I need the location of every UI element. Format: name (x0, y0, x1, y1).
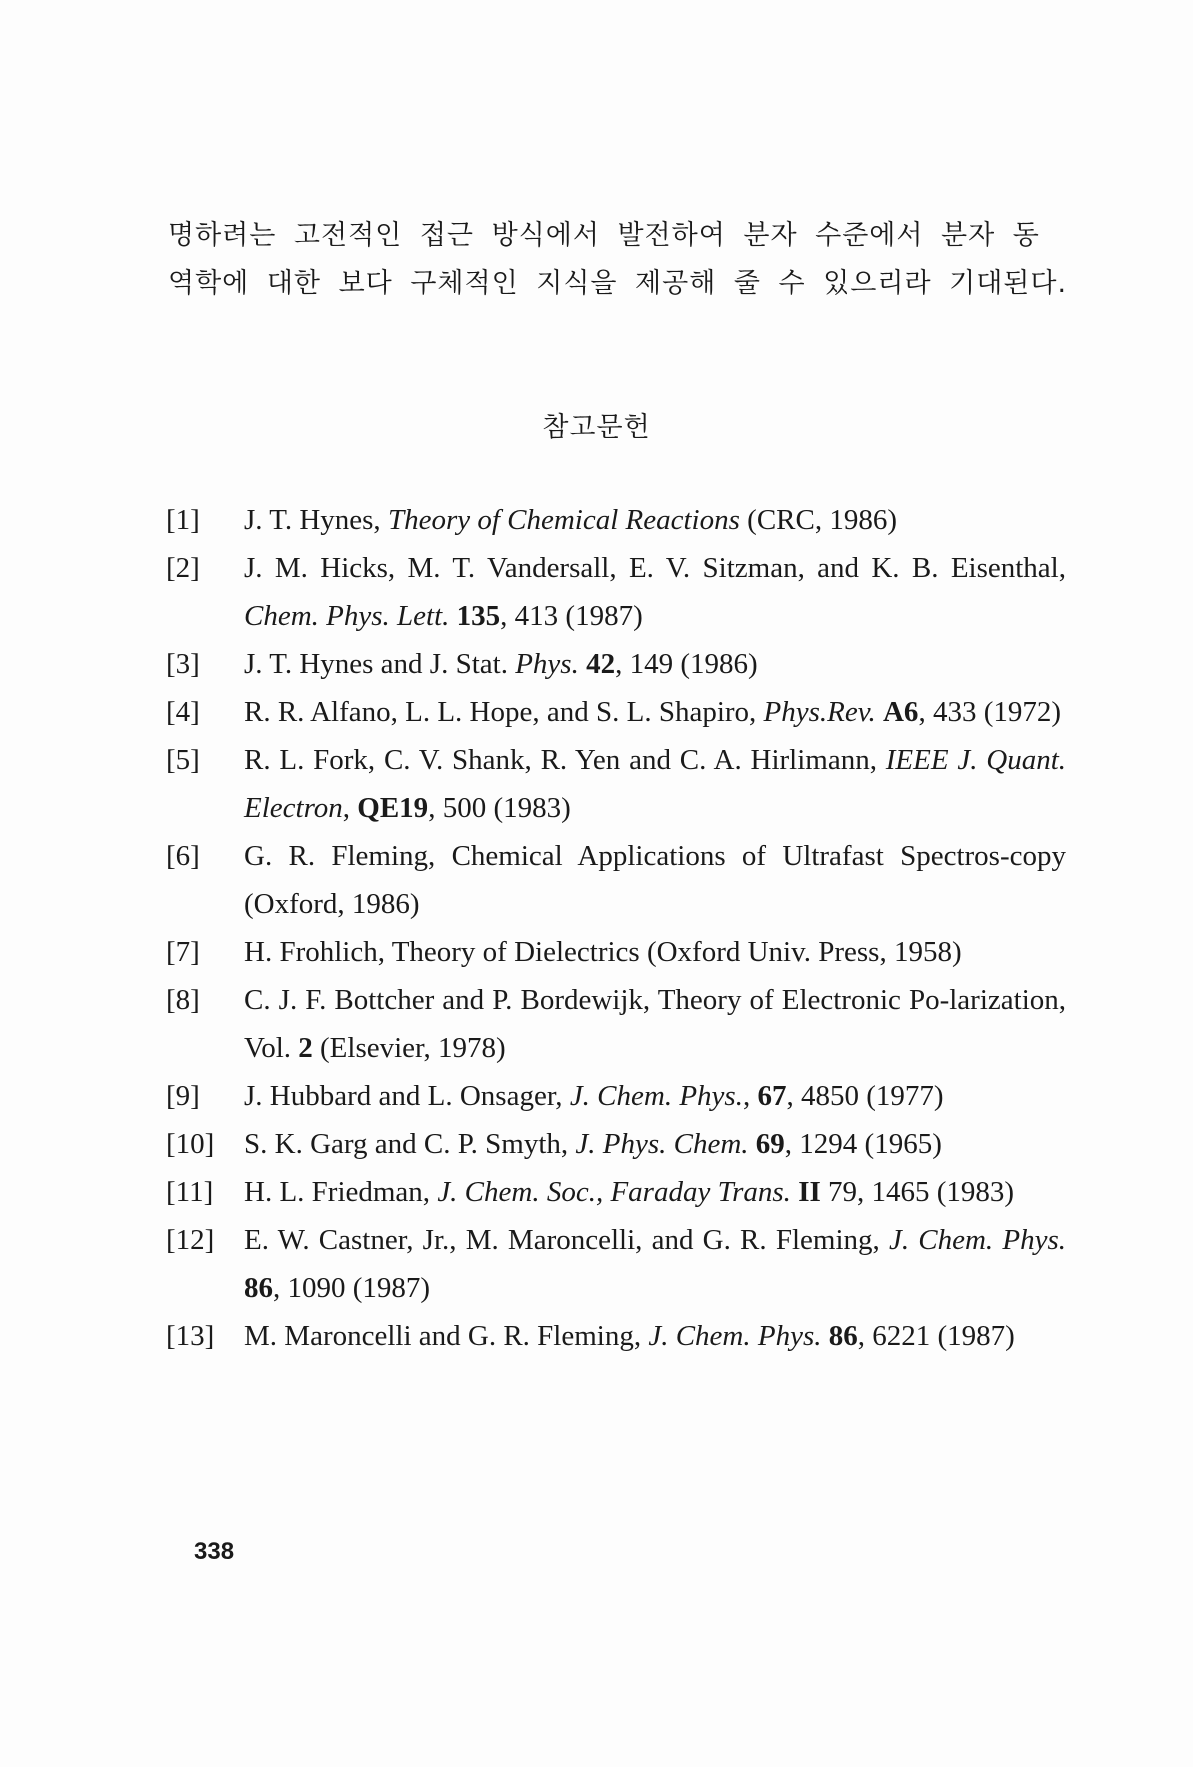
reference-segment: , 413 (1987) (500, 600, 643, 632)
reference-text (244, 640, 1066, 688)
reference-text (244, 928, 1066, 976)
reference-segment: , (742, 1080, 758, 1112)
reference-item (166, 544, 1066, 640)
reference-journal: Phys. (515, 648, 579, 680)
reference-number: [7] (166, 936, 200, 968)
reference-segment (876, 696, 883, 728)
reference-segment: H. L. Friedman, (244, 1176, 438, 1208)
reference-item (166, 928, 1066, 976)
reference-number: [13] (166, 1320, 215, 1352)
reference-item (166, 736, 1066, 832)
reference-number: [4] (166, 696, 200, 728)
reference-item (166, 1312, 1066, 1360)
intro-line-1: 명하려는 고전적인 접근 방식에서 발전하여 분자 수준에서 분자 동 (168, 220, 1040, 251)
reference-journal: Chem. Phys. Lett. (244, 600, 450, 632)
reference-text (244, 1168, 1066, 1216)
reference-segment: C. J. F. Bottcher and P. Bordewijk, Theory of Electronic Po-larization, Vol. (244, 984, 1066, 1064)
reference-segment (579, 648, 586, 680)
reference-volume: 67 (757, 1080, 787, 1112)
reference-segment: (Elsevier, 1978) (312, 1032, 506, 1064)
reference-volume: 86 (828, 1320, 858, 1352)
reference-segment: J. M. Hicks, M. T. Vandersall, E. V. Sitzman, and K. B. Eisenthal, (244, 552, 1066, 584)
reference-item (166, 688, 1066, 736)
reference-item (166, 976, 1066, 1072)
reference-text (244, 1312, 1066, 1360)
page-number: 338 (194, 1538, 235, 1565)
reference-journal: J. Chem. Soc., Faraday Trans. (437, 1176, 791, 1208)
reference-volume: 135 (456, 600, 501, 632)
reference-number: [10] (166, 1128, 215, 1160)
reference-item (166, 832, 1066, 928)
reference-journal: Phys.Rev. (763, 696, 876, 728)
reference-journal: IEEE J. Quant. Electron (244, 744, 1066, 824)
reference-segment: , (342, 792, 358, 824)
reference-number: [12] (166, 1224, 215, 1256)
reference-text (244, 832, 1066, 928)
reference-volume: 2 (298, 1032, 313, 1064)
reference-volume: II (798, 1176, 821, 1208)
reference-segment: J. T. Hynes, (244, 504, 388, 536)
reference-number: [1] (166, 504, 200, 536)
reference-text (244, 1120, 1066, 1168)
reference-segment: , 500 (1983) (428, 792, 571, 824)
reference-text (244, 1072, 1066, 1120)
reference-segment (822, 1320, 829, 1352)
reference-segment: S. K. Garg and C. P. Smyth, (244, 1128, 576, 1160)
reference-item (166, 640, 1066, 688)
reference-segment: G. R. Fleming, Chemical Applications of Ultrafast Spectros-copy (Oxford, 1986) (244, 840, 1066, 920)
reference-segment: (CRC, 1986) (739, 504, 897, 536)
reference-segment: J. Hubbard and L. Onsager, (244, 1080, 570, 1112)
reference-segment: E. W. Castner, Jr., M. Maroncelli, and G. R. Fleming, (244, 1224, 889, 1256)
reference-item (166, 1216, 1066, 1312)
reference-segment: , 433 (1972) (918, 696, 1062, 728)
reference-volume: 69 (755, 1128, 785, 1160)
reference-text (244, 736, 1066, 832)
reference-journal: J. Chem. Phys. (569, 1080, 743, 1112)
references-heading: 참고문헌 (542, 412, 651, 443)
reference-text (244, 976, 1066, 1072)
reference-segment: , 1090 (1987) (273, 1272, 431, 1304)
reference-segment: , 149 (1986) (615, 648, 758, 680)
reference-number: [3] (166, 648, 200, 680)
reference-number: [6] (166, 840, 200, 872)
reference-journal: J. Phys. Chem. (575, 1128, 749, 1160)
reference-number: [9] (166, 1080, 200, 1112)
reference-number: [8] (166, 984, 200, 1016)
reference-item (166, 496, 1066, 544)
reference-segment: M. Maroncelli and G. R. Fleming, (244, 1320, 649, 1352)
reference-journal: J. Chem. Phys. (888, 1224, 1066, 1256)
reference-segment: H. Frohlich, Theory of Dielectrics (Oxford Univ. Press, 1958) (244, 936, 962, 968)
reference-journal: Theory of Chemical Reactions (387, 504, 740, 536)
reference-text (244, 1216, 1066, 1312)
reference-number: [2] (166, 552, 200, 584)
reference-segment: , 1294 (1965) (784, 1128, 942, 1160)
reference-segment: R. L. Fork, C. V. Shank, R. Yen and C. A. Hirlimann, (244, 744, 886, 776)
reference-volume: 42 (586, 648, 616, 680)
reference-volume: 86 (244, 1272, 273, 1304)
reference-text (244, 544, 1066, 640)
reference-segment: R. R. Alfano, L. L. Hope, and S. L. Shapiro, (244, 696, 764, 728)
reference-text (244, 496, 1066, 544)
reference-segment (749, 1128, 756, 1160)
reference-number: [11] (166, 1176, 214, 1208)
reference-segment (449, 600, 456, 632)
reference-text (244, 688, 1066, 736)
reference-item (166, 1120, 1066, 1168)
reference-list (166, 496, 1066, 1360)
reference-segment: , 6221 (1987) (857, 1320, 1015, 1352)
reference-volume: A6 (882, 696, 919, 728)
reference-segment: J. T. Hynes and J. Stat. (244, 648, 516, 680)
reference-volume: QE19 (357, 792, 429, 824)
intro-paragraph (168, 212, 1068, 308)
reference-journal: J. Chem. Phys. (648, 1320, 822, 1352)
reference-segment: , 4850 (1977) (786, 1080, 944, 1112)
reference-item (166, 1168, 1066, 1216)
reference-segment: 79, 1465 (1983) (820, 1176, 1015, 1208)
intro-line-2: 역학에 대한 보다 구체적인 지식을 제공해 줄 수 있으리라 기대된다. (168, 268, 1068, 299)
reference-number: [5] (166, 744, 200, 776)
reference-item (166, 1072, 1066, 1120)
